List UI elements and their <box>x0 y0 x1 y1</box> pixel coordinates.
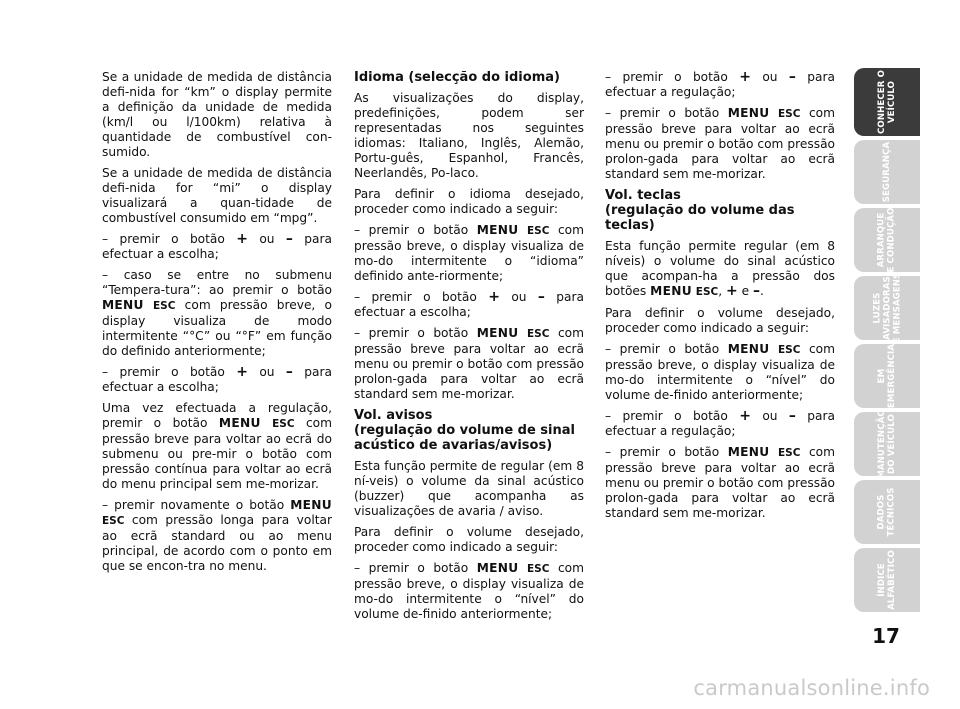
paragraph <box>605 445 835 521</box>
paragraph <box>102 498 332 574</box>
paragraph: As visualizações do display, predefinições, podem ser representadas nos seguintes idiomas: Italiano, Inglês, Alemão, Portu-guês, Espanhol, Francês, Neerlandês, Po-laco. <box>354 91 584 180</box>
paragraph: Se a unidade de medida de distância defi-nida for “km” o display permite a definição da unidade de medida (km/l ou l/100km) relativa à quantidade de combustível con-sumido. <box>102 70 332 159</box>
paragraph <box>354 223 584 284</box>
tab-label: EM EMERGÊNCIA <box>877 343 897 409</box>
text: com pressão breve, o display visualiza de mo-do intermitente o “nível” do volume de-finido anteriormente; <box>354 561 584 621</box>
paragraph <box>354 290 584 320</box>
minus-symbol: – <box>285 364 293 380</box>
heading-line: (regulação do volume de sinal acústico de avarias/avisos) <box>354 423 575 453</box>
text: para efectuar a regulação; <box>605 409 835 438</box>
tab-label: CONHECER O VEÍCULO <box>877 70 897 134</box>
text: – premir o botão <box>354 290 489 304</box>
text: para efectuar a escolha; <box>102 232 332 261</box>
paragraph <box>102 232 332 262</box>
text: – premir o botão <box>354 326 477 340</box>
tab-manutencao[interactable] <box>854 409 920 479</box>
minus-symbol: – <box>788 69 796 85</box>
text: com pressão breve para voltar ao ecrã menu ou premir o botão com pressão prolon-gada para voltar ao ecrã standard sem me-morizar. <box>605 106 835 181</box>
menu-button-label: MENU <box>727 342 770 356</box>
text-column-1 <box>102 70 332 580</box>
esc-button-label: ESC <box>695 286 719 298</box>
menu-button-label: MENU <box>218 416 261 430</box>
esc-button-label: ESC <box>152 300 176 312</box>
paragraph: Para definir o volume desejado, proceder como indicado a seguir: <box>605 306 835 335</box>
text: – caso se entre no submenu “Tempera-tura”: ao premir o botão <box>102 268 332 297</box>
esc-button-label: ESC <box>778 447 801 459</box>
tab-em-emergencia[interactable] <box>854 344 920 408</box>
paragraph <box>605 239 835 300</box>
menu-button-label: MENU <box>650 284 692 298</box>
watermark: carmanualsonline.info <box>693 676 930 700</box>
tab-indice-alfabetico[interactable] <box>854 548 920 612</box>
paragraph: Esta função permite de regular (em 8 ní-veis) o volume da sinal acústico (buzzer) que acompanha as visualizações de avaria / aviso. <box>354 459 584 518</box>
text: – premir o botão <box>605 106 728 120</box>
minus-symbol: – <box>285 231 293 247</box>
esc-button-label: ESC <box>527 225 550 237</box>
tab-dados-tecnicos[interactable] <box>854 480 920 544</box>
text: – premir novamente o botão <box>102 498 291 512</box>
text: – premir o botão <box>605 445 728 459</box>
section-heading: Idioma (selecção do idioma) <box>354 70 560 85</box>
text: e <box>737 284 753 298</box>
plus-symbol: + <box>488 289 500 305</box>
plus-symbol: + <box>236 231 248 247</box>
text: ou <box>750 409 789 423</box>
text: – premir o botão <box>605 342 728 356</box>
text-column-3 <box>605 70 835 527</box>
esc-button-label: ESC <box>778 344 801 356</box>
text: . <box>759 284 764 298</box>
text: com pressão breve para voltar ao ecrã menu ou premir o botão com pressão prolon-gada para voltar ao ecrã standard sem me-morizar. <box>354 326 584 401</box>
paragraph: Para definir o idioma desejado, proceder como indicado a seguir: <box>354 187 584 216</box>
minus-symbol: – <box>788 408 796 424</box>
page-number: 17 <box>872 624 900 648</box>
esc-button-label: ESC <box>527 563 550 575</box>
menu-button-label: MENU <box>727 445 770 459</box>
text: com pressão breve, o display visualiza de mo-do intermitente o “idioma” definido ante-riormente; <box>354 223 584 283</box>
paragraph <box>605 342 835 403</box>
text: ou <box>247 365 286 379</box>
tab-label: LUZES AVISADORAS E MENSAGENS <box>872 272 903 344</box>
text: , <box>718 284 726 298</box>
section-tabs <box>854 68 920 616</box>
text: ou <box>247 232 286 246</box>
tab-label: ÍNDICE ALFABÉTICO <box>876 550 897 610</box>
tab-arranque-e-conducao[interactable] <box>854 208 920 272</box>
menu-button-label: MENU <box>102 298 144 312</box>
minus-symbol: – <box>752 283 760 299</box>
menu-button-label: MENU <box>476 326 519 340</box>
section-heading <box>605 188 835 233</box>
menu-button-label: MENU <box>727 106 770 120</box>
paragraph <box>102 365 332 395</box>
text: Uma vez efectuada a regulação, premir o botão <box>102 401 332 430</box>
tab-label: ARRANQUE E CONDUÇÃO <box>876 207 897 273</box>
tab-conhecer-o-veiculo[interactable] <box>854 68 920 136</box>
menu-button-label: MENU <box>476 223 519 237</box>
tab-label: MANUTENÇÃO DO VEÍCULO <box>877 409 897 479</box>
plus-symbol: + <box>739 408 751 424</box>
text: com pressão breve, o display visualiza de modo intermitente “°C” ou “°F” em função do definido anteriormente; <box>102 298 332 358</box>
heading-line: Vol. teclas <box>605 188 681 203</box>
text: – premir o botão <box>605 409 740 423</box>
menu-button-label: MENU <box>290 498 332 512</box>
tab-luzes-avisadoras[interactable] <box>854 272 920 344</box>
text: para efectuar a regulação; <box>605 70 835 99</box>
text: com pressão breve, o display visualiza de mo-do intermitente o “nível” do volume de-finido anteriormente; <box>605 342 835 402</box>
heading-line: Vol. avisos <box>354 408 433 423</box>
text-column-2 <box>354 70 584 628</box>
plus-symbol: + <box>236 364 248 380</box>
plus-symbol: + <box>725 283 738 299</box>
heading-line: (regulação do volume das teclas) <box>605 203 795 233</box>
paragraph <box>605 70 835 100</box>
text: – premir o botão <box>354 561 477 575</box>
text: – premir o botão <box>102 365 237 379</box>
paragraph <box>605 106 835 182</box>
minus-symbol: – <box>537 289 545 305</box>
section-heading <box>354 408 584 453</box>
tab-seguranca[interactable] <box>854 140 920 204</box>
text: para efectuar a escolha; <box>354 290 584 319</box>
paragraph <box>354 561 584 622</box>
esc-button-label: ESC <box>778 108 801 120</box>
paragraph <box>102 401 332 492</box>
paragraph <box>354 326 584 402</box>
text: com pressão breve para voltar ao ecrã menu ou premir o botão com pressão prolon-gada para voltar ao ecrã standard sem me-morizar. <box>605 445 835 520</box>
text: – premir o botão <box>102 232 237 246</box>
esc-button-label: ESC <box>102 515 125 527</box>
text: ou <box>499 290 538 304</box>
text: com pressão breve para voltar ao ecrã do submenu ou pre-mir o botão com pressão contínua para voltar ao ecrã do menu principal sem me-morizar. <box>102 416 332 491</box>
menu-button-label: MENU <box>476 561 519 575</box>
esc-button-label: ESC <box>272 418 295 430</box>
text: Esta função permite regular (em 8 níveis) o volume do sinal acústico que acompan-ha a pressão dos botões <box>605 239 835 298</box>
plus-symbol: + <box>739 69 751 85</box>
paragraph <box>605 409 835 439</box>
paragraph: Se a unidade de medida de distância defi-nida for “mi” o display visualizará a quan-tidade de combustível consumido em “mpg”. <box>102 166 332 225</box>
text: para efectuar a escolha; <box>102 365 332 394</box>
text: – premir o botão <box>605 70 740 84</box>
paragraph: Para definir o volume desejado, proceder como indicado a seguir: <box>354 525 584 554</box>
text: – premir o botão <box>354 223 477 237</box>
text: com pressão longa para voltar ao ecrã standard ou ao menu principal, de acordo com o ponto em que se encon-tra no menu. <box>102 513 332 573</box>
esc-button-label: ESC <box>527 328 550 340</box>
tab-label: DADOS TÉCNICOS <box>877 487 897 537</box>
tab-label: SEGURANÇA <box>881 141 892 203</box>
paragraph <box>102 268 332 359</box>
text: ou <box>750 70 789 84</box>
